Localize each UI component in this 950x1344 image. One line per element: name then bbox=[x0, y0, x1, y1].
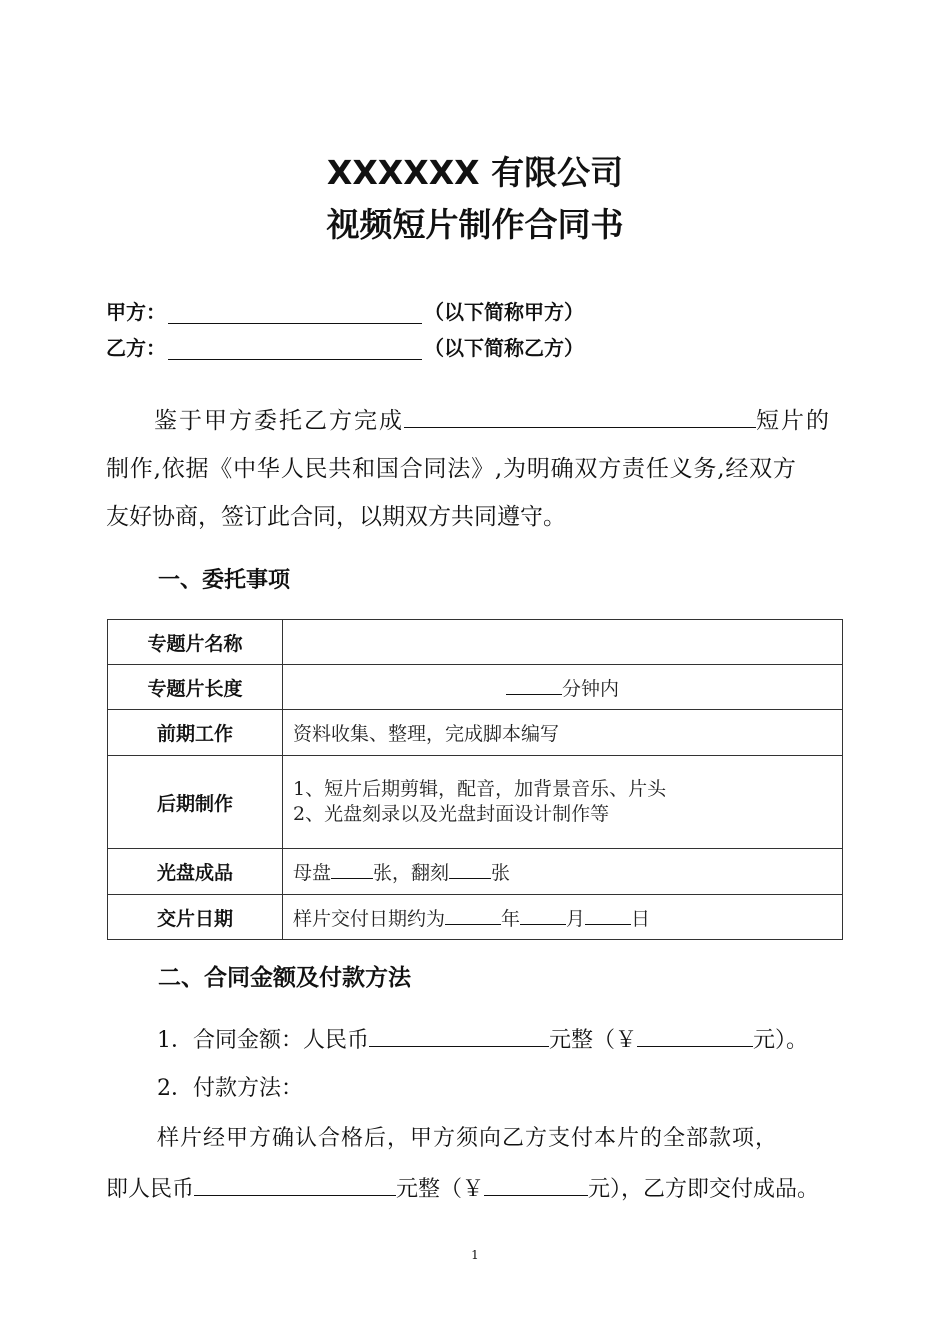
table-row bbox=[108, 849, 843, 895]
delivery-date-cell bbox=[283, 895, 843, 940]
copy-count-blank[interactable] bbox=[449, 860, 491, 879]
amount-prefix: 1．合同金额：人民币 bbox=[157, 1028, 369, 1053]
master-count-blank[interactable] bbox=[331, 860, 373, 879]
day-label: 日 bbox=[631, 907, 651, 930]
section-1-heading: 一、委托事项 bbox=[158, 568, 291, 593]
row-label: 专题片名称 bbox=[108, 620, 283, 665]
pay-words-blank[interactable] bbox=[194, 1171, 396, 1196]
intro-line-3: 友好协商，签订此合同，以期双方共同遵守。 bbox=[106, 504, 566, 530]
day-blank[interactable] bbox=[585, 906, 631, 925]
amount-number-blank[interactable] bbox=[637, 1022, 753, 1047]
master-label: 母盘 bbox=[293, 862, 332, 884]
post-production-cell bbox=[283, 756, 843, 849]
table-row bbox=[108, 756, 843, 849]
desc-mid: 元整（￥ bbox=[396, 1177, 485, 1202]
table-row bbox=[108, 895, 843, 940]
film-length-cell bbox=[283, 665, 843, 710]
desc-suffix: 元），乙方即交付成品。 bbox=[588, 1177, 820, 1202]
commission-table bbox=[107, 619, 843, 940]
contract-amount-line bbox=[157, 1021, 808, 1061]
delivery-label: 样片交付日期约为 bbox=[293, 907, 446, 930]
length-blank[interactable] bbox=[506, 676, 562, 695]
amount-mid: 元整（￥ bbox=[549, 1028, 638, 1053]
payment-method-label: 2．付款方法： bbox=[157, 1076, 303, 1101]
payment-desc-line-1: 样片经甲方确认合格后，甲方须向乙方支付本片的全部款项， bbox=[157, 1126, 779, 1151]
amount-suffix: 元）。 bbox=[753, 1028, 809, 1053]
copy-label: 张，翻刻 bbox=[373, 862, 450, 884]
party-b-label: 乙方： bbox=[106, 336, 166, 360]
party-a-suffix: （以下简称甲方） bbox=[424, 300, 584, 324]
table-row bbox=[108, 665, 843, 710]
pre-work-cell: 资料收集、整理，完成脚本编写 bbox=[283, 710, 843, 756]
party-a-line bbox=[106, 297, 584, 327]
row-label: 交片日期 bbox=[108, 895, 283, 940]
post-item-2: 2、光盘刻录以及光盘封面设计制作等 bbox=[293, 803, 610, 825]
party-b-suffix: （以下简称乙方） bbox=[424, 336, 584, 360]
year-blank[interactable] bbox=[445, 906, 501, 925]
pay-number-blank[interactable] bbox=[484, 1171, 588, 1196]
row-label: 后期制作 bbox=[108, 756, 283, 849]
payment-desc-line-2 bbox=[106, 1170, 819, 1210]
desc-prefix: 即人民币 bbox=[106, 1177, 195, 1202]
intro-text-1: 鉴于甲方委托乙方完成 bbox=[154, 408, 404, 434]
disc-cell bbox=[283, 849, 843, 895]
party-b-blank[interactable] bbox=[168, 339, 422, 360]
film-name-cell[interactable] bbox=[283, 620, 843, 665]
intro-line-2: 制作,依据《中华人民共和国合同法》,为明确双方责任义务,经双方 bbox=[106, 456, 797, 482]
page-number: 1 bbox=[471, 1248, 479, 1262]
row-label: 前期工作 bbox=[108, 710, 283, 756]
year-label: 年 bbox=[501, 907, 521, 930]
row-label: 专题片长度 bbox=[108, 665, 283, 710]
party-b-line bbox=[106, 333, 584, 363]
short-name-blank[interactable] bbox=[404, 401, 756, 428]
month-blank[interactable] bbox=[520, 906, 566, 925]
company-title: XXXXXX 有限公司 bbox=[326, 153, 624, 192]
intro-text-2: 短片的 bbox=[756, 408, 831, 434]
length-unit: 分钟内 bbox=[561, 677, 619, 700]
post-item-1: 1、短片后期剪辑，配音，加背景音乐、片头 bbox=[293, 778, 667, 800]
table-row bbox=[108, 620, 843, 665]
amount-words-blank[interactable] bbox=[369, 1022, 549, 1047]
month-label: 月 bbox=[566, 907, 586, 930]
section-2-heading: 二、合同金额及付款方法 bbox=[158, 965, 411, 991]
row-label: 光盘成品 bbox=[108, 849, 283, 895]
table-row bbox=[108, 710, 843, 756]
contract-title: 视频短片制作合同书 bbox=[326, 205, 624, 244]
party-a-blank[interactable] bbox=[168, 303, 422, 324]
intro-line-1 bbox=[106, 397, 846, 445]
copy-unit: 张 bbox=[491, 862, 511, 884]
party-a-label: 甲方： bbox=[106, 300, 166, 324]
